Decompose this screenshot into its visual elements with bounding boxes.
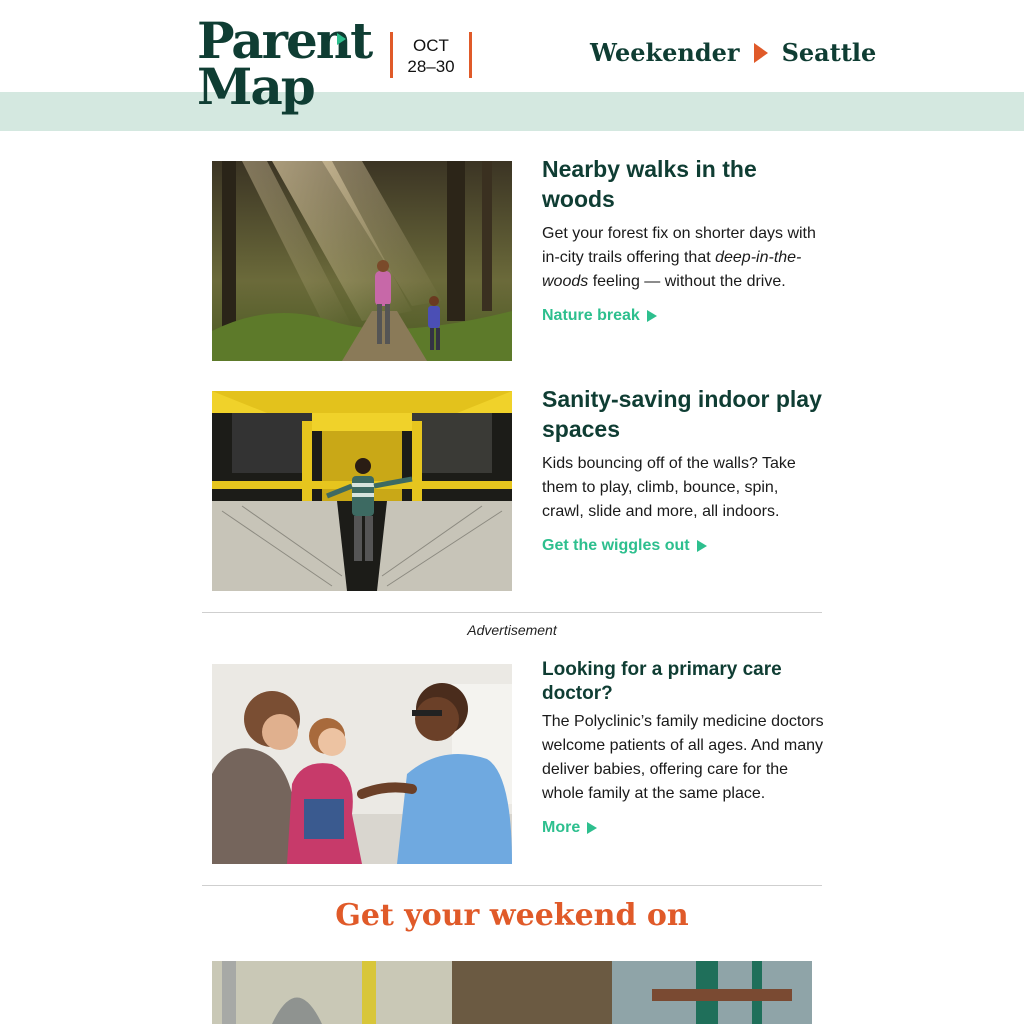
advertisement-label: Advertisement [467, 622, 557, 638]
logo-line-2: Map [197, 57, 314, 116]
date-month: OCT [413, 36, 449, 55]
more-link[interactable] [542, 816, 597, 840]
date-range: 28–30 [407, 57, 455, 76]
parentmap-logo[interactable] [197, 11, 372, 116]
link-label: Get the wiggles out [542, 537, 690, 554]
link-label: Nature break [542, 307, 640, 324]
header-band [0, 92, 1024, 131]
story-image-forest[interactable] [212, 161, 512, 361]
play-arrow-icon [697, 540, 707, 552]
story-description [542, 222, 824, 294]
wiggles-link[interactable] [542, 534, 707, 558]
story-description: Kids bouncing off of the walls? Take them to play, climb, bounce, spin, crawl, slide and more, all indoors. [542, 455, 796, 520]
desc-text: feeling — without the drive. [588, 273, 786, 290]
play-arrow-icon [587, 822, 597, 834]
nature-break-link[interactable] [542, 304, 657, 328]
play-arrow-icon [647, 310, 657, 322]
desc-emphasis: deep-in-the-woods [542, 249, 802, 290]
ad-description: The Polyclinic’s family medicine doctors welcome patients of all ages. And many deliver babies, offering care for the whole family at the same place. [542, 713, 824, 802]
ad-image-doctor[interactable] [212, 664, 512, 864]
newsletter-title [590, 38, 876, 67]
section-heading: Get your weekend on [335, 898, 689, 933]
link-label: More [542, 819, 581, 836]
weekend-image-playground[interactable] [212, 961, 812, 1024]
date-badge [390, 32, 472, 78]
divider [202, 885, 822, 886]
logo-line-1: Parent [197, 11, 372, 70]
story-title[interactable]: Sanity-saving indoor play spaces [542, 386, 822, 442]
divider [202, 612, 822, 613]
story-title[interactable]: Nearby walks in the woods [542, 156, 757, 212]
ad-title[interactable]: Looking for a primary care doctor? [542, 659, 782, 704]
play-arrow-icon [754, 43, 768, 63]
story-image-playspace[interactable] [212, 391, 512, 591]
desc-text: Get your forest fix on shorter days with in-city trails offering that [542, 225, 816, 266]
newsletter-name: Weekender [590, 38, 740, 67]
newsletter-city: Seattle [781, 38, 877, 67]
logo-play-icon [337, 33, 346, 45]
